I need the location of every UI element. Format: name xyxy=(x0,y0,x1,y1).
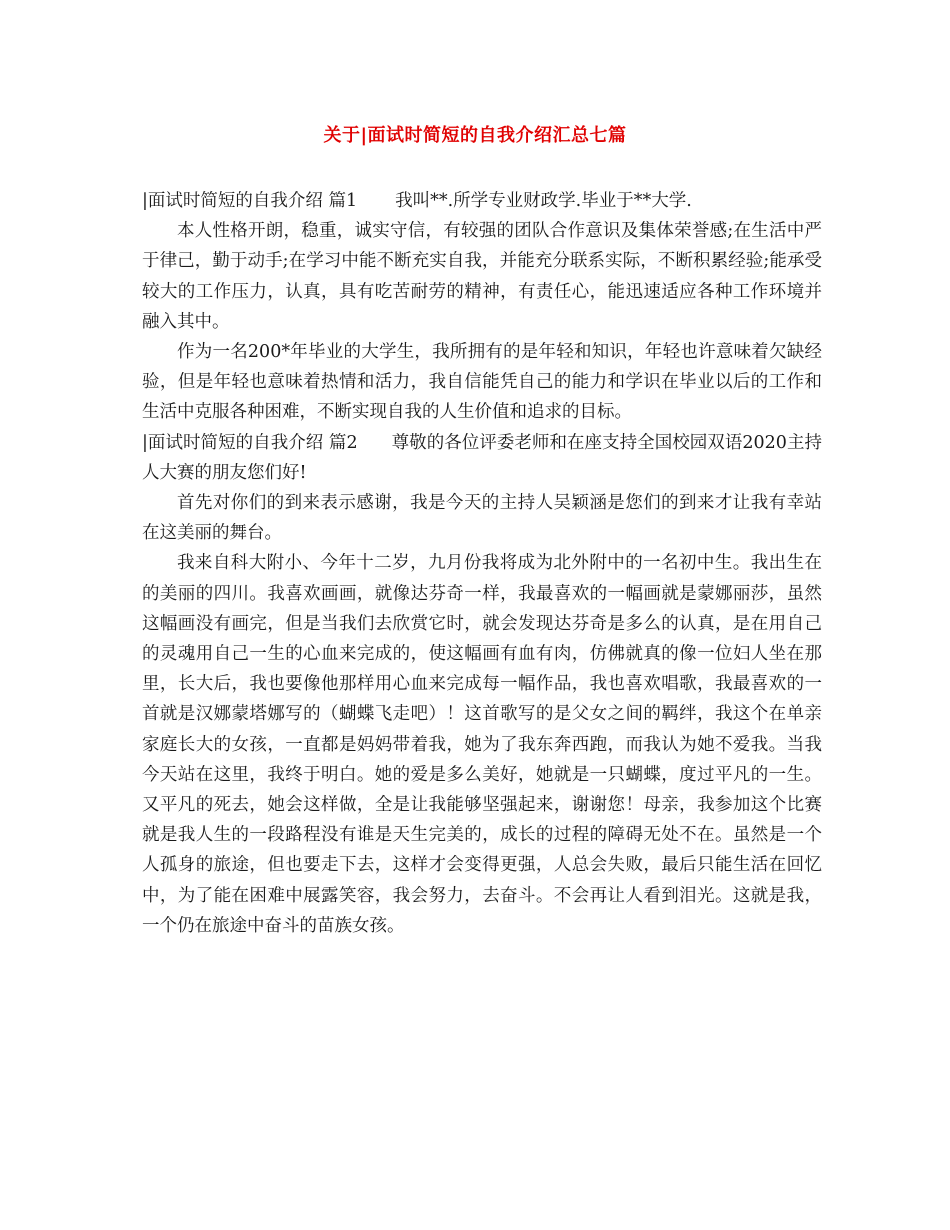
paragraph: 本人性格开朗，稳重，诚实守信，有较强的团队合作意识及集体荣誉感;在生活中严于律己，勤于动手;在学习中能不断充实自我，并能充分联系实际，不断积累经验;能承受较大的工作压力，认真，具有吃苦耐劳的精神，有责任心，能迅速适应各种工作环境并融入其中。 xyxy=(142,221,822,332)
section-1-lead: 我叫**.所学专业财政学.毕业于**大学. xyxy=(395,191,692,211)
paragraph: 作为一名200*年毕业的大学生，我所拥有的是年轻和知识，年轻也许意味着欠缺经验，但是年轻也意味着热情和活力，我自信能凭自己的能力和学识在毕业以后的工作和生活中克服各种困难，不断实现自我的人生价值和追求的目标。 xyxy=(142,342,822,423)
paragraph: 我来自科大附小、今年十二岁，九月份我将成为北外附中的一名初中生。我出生在的美丽的四川。我喜欢画画，就像达芬奇一样，我最喜欢的一幅画就是蒙娜丽莎，虽然这幅画没有画完，但是当我们去欣赏它时，就会发现达芬奇是多么的认真，是在用自己的灵魂用自己一生的心血来完成的，使这幅画有血有肉，仿佛就真的像一位妇人坐在那里，长大后，我也要像他那样用心血来完成每一幅作品，我也喜欢唱歌，我最喜欢的一首就是汉娜蒙塔娜写的（蝴蝶飞走吧）！这首歌写的是父女之间的羁绊，我这个在单亲家庭长大的女孩，一直都是妈妈带着我，她为了我东奔西跑，而我认为她不爱我。当我今天站在这里，我终于明白。她的爱是多么美好，她就是一只蝴蝶，度过平凡的一生。又平凡的死去，她会这样做，全是让我能够坚强起来，谢谢您！母亲，我参加这个比赛就是我人生的一段路程没有谁是天生完美的，成长的过程的障碍无处不在。虽然是一个人孤身的旅途，但也要走下去，这样才会变得更强，人总会失败，最后只能生活在回忆中，为了能在困难中展露笑容，我会努力，去奋斗。不会再让人看到泪光。这就是我，一个仍在旅途中奋斗的苗族女孩。 xyxy=(142,553,822,936)
section-1-heading: |面试时简短的自我介绍 篇1 xyxy=(142,191,358,211)
section-2-lead: 尊敬的各位评委老师和在座支持全国校园双语2020主持人大赛的朋友您们好! xyxy=(142,432,822,483)
paragraph: 首先对你们的到来表示感谢，我是今天的主持人吴颖涵是您们的到来才让我有幸站在这美丽的舞台。 xyxy=(142,493,822,544)
section-1-intro xyxy=(142,186,822,216)
section-2-intro xyxy=(142,428,822,488)
document-title: 关于|面试时简短的自我介绍汇总七篇 xyxy=(323,125,627,146)
section-2-heading: |面试时简短的自我介绍 篇2 xyxy=(142,432,358,453)
document-body xyxy=(142,186,822,941)
